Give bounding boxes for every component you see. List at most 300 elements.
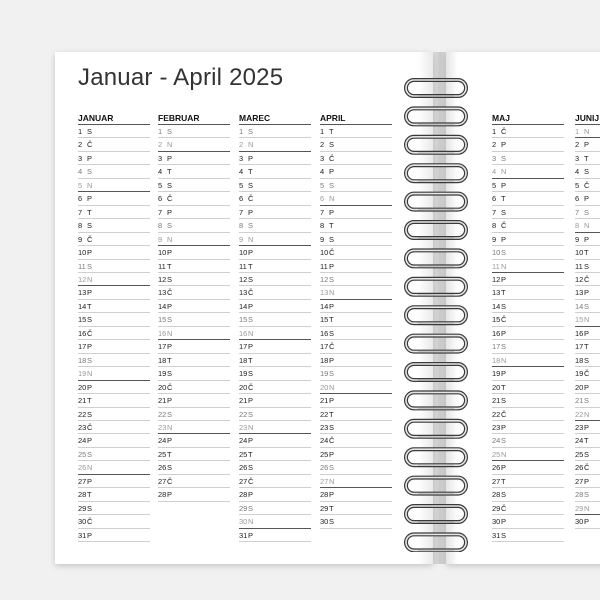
month-name: JANUAR bbox=[78, 112, 150, 125]
day-weekday: N bbox=[584, 503, 590, 513]
day-number: 27 bbox=[320, 476, 329, 486]
day-weekday: N bbox=[248, 422, 254, 432]
day-number: 12 bbox=[320, 274, 329, 284]
day-row bbox=[239, 354, 311, 367]
day-row bbox=[239, 529, 311, 542]
day-row bbox=[320, 152, 392, 165]
day-weekday: P bbox=[501, 369, 507, 379]
day-number: 7 bbox=[158, 207, 163, 217]
day-number: 18 bbox=[575, 355, 584, 365]
day-weekday: S bbox=[329, 517, 335, 527]
day-row bbox=[492, 461, 564, 474]
day-weekday: N bbox=[87, 369, 93, 379]
day-number: 4 bbox=[78, 167, 83, 177]
day-weekday: P bbox=[248, 207, 254, 217]
day-weekday: Č bbox=[167, 382, 173, 392]
spiral-binding bbox=[404, 72, 468, 552]
day-weekday: P bbox=[584, 476, 590, 486]
day-row bbox=[575, 475, 600, 488]
day-number: 20 bbox=[492, 382, 501, 392]
day-weekday: P bbox=[584, 517, 590, 527]
day-weekday: P bbox=[501, 463, 507, 473]
day-weekday: N bbox=[501, 167, 507, 177]
day-number: 13 bbox=[239, 288, 248, 298]
day-row bbox=[320, 448, 392, 461]
day-weekday: P bbox=[501, 140, 507, 150]
day-number: 12 bbox=[158, 274, 167, 284]
day-number: 10 bbox=[575, 248, 584, 258]
day-weekday: P bbox=[248, 301, 254, 311]
day-row bbox=[492, 434, 564, 447]
day-number: 4 bbox=[575, 167, 580, 177]
day-number: 7 bbox=[575, 207, 580, 217]
day-row bbox=[239, 152, 311, 165]
day-weekday: P bbox=[167, 490, 173, 500]
day-number: 18 bbox=[492, 355, 501, 365]
day-weekday: S bbox=[248, 409, 254, 419]
day-row bbox=[78, 300, 150, 313]
day-row bbox=[158, 354, 230, 367]
day-row bbox=[239, 515, 311, 528]
day-weekday: T bbox=[248, 167, 253, 177]
day-row bbox=[158, 125, 230, 138]
month-column-maj bbox=[492, 112, 564, 542]
day-number: 17 bbox=[320, 342, 329, 352]
day-weekday: P bbox=[329, 396, 335, 406]
day-row bbox=[78, 515, 150, 528]
month-column-april bbox=[320, 112, 392, 529]
day-row bbox=[492, 448, 564, 461]
day-row bbox=[78, 260, 150, 273]
day-row bbox=[575, 421, 600, 434]
day-weekday: T bbox=[584, 342, 589, 352]
spiral-ring bbox=[406, 108, 466, 124]
day-weekday: N bbox=[248, 234, 254, 244]
day-weekday: P bbox=[167, 207, 173, 217]
day-row bbox=[575, 381, 600, 394]
day-row bbox=[158, 327, 230, 340]
day-number: 23 bbox=[239, 422, 248, 432]
month-column-januar bbox=[78, 112, 150, 542]
day-weekday: S bbox=[87, 261, 93, 271]
day-weekday: P bbox=[584, 328, 590, 338]
day-number: 27 bbox=[575, 476, 584, 486]
day-row bbox=[78, 421, 150, 434]
day-weekday: S bbox=[167, 180, 173, 190]
day-weekday: Č bbox=[167, 288, 173, 298]
day-number: 30 bbox=[78, 517, 87, 527]
day-row bbox=[320, 219, 392, 232]
day-number: 17 bbox=[575, 342, 584, 352]
day-row bbox=[78, 152, 150, 165]
day-weekday: P bbox=[167, 301, 173, 311]
day-weekday: S bbox=[167, 274, 173, 284]
month-column-marec bbox=[239, 112, 311, 542]
day-row bbox=[158, 300, 230, 313]
day-weekday: P bbox=[248, 153, 254, 163]
day-number: 2 bbox=[78, 140, 83, 150]
day-weekday: S bbox=[167, 409, 173, 419]
day-number: 31 bbox=[239, 530, 248, 540]
day-weekday: T bbox=[329, 503, 334, 513]
day-row bbox=[575, 448, 600, 461]
day-number: 25 bbox=[239, 449, 248, 459]
day-number: 9 bbox=[239, 234, 244, 244]
day-number: 8 bbox=[492, 221, 497, 231]
day-number: 24 bbox=[239, 436, 248, 446]
day-weekday: T bbox=[248, 261, 253, 271]
day-row bbox=[78, 461, 150, 474]
day-weekday: N bbox=[167, 328, 173, 338]
day-number: 3 bbox=[239, 153, 244, 163]
day-weekday: S bbox=[329, 328, 335, 338]
day-number: 23 bbox=[492, 422, 501, 432]
day-weekday: S bbox=[584, 355, 590, 365]
day-row bbox=[575, 192, 600, 205]
day-weekday: P bbox=[87, 476, 93, 486]
day-number: 5 bbox=[492, 180, 497, 190]
day-weekday: S bbox=[248, 463, 254, 473]
day-number: 2 bbox=[320, 140, 325, 150]
day-number: 6 bbox=[320, 194, 325, 204]
day-row bbox=[575, 179, 600, 192]
month-column-februar bbox=[158, 112, 230, 502]
day-weekday: S bbox=[501, 342, 507, 352]
day-number: 3 bbox=[78, 153, 83, 163]
day-row bbox=[492, 300, 564, 313]
day-number: 11 bbox=[575, 261, 583, 271]
day-weekday: N bbox=[501, 261, 507, 271]
day-number: 6 bbox=[239, 194, 244, 204]
day-weekday: N bbox=[167, 234, 173, 244]
day-number: 14 bbox=[78, 301, 87, 311]
spiral-ring bbox=[406, 534, 466, 550]
day-number: 23 bbox=[575, 422, 584, 432]
day-number: 14 bbox=[492, 301, 501, 311]
day-row bbox=[320, 434, 392, 447]
day-number: 12 bbox=[78, 274, 87, 284]
day-weekday: P bbox=[329, 167, 335, 177]
day-row bbox=[158, 260, 230, 273]
day-weekday: N bbox=[329, 288, 335, 298]
day-weekday: S bbox=[248, 127, 254, 136]
day-number: 30 bbox=[239, 517, 248, 527]
day-row bbox=[492, 179, 564, 192]
day-row bbox=[158, 165, 230, 178]
day-row bbox=[320, 286, 392, 299]
day-row bbox=[158, 475, 230, 488]
day-weekday: P bbox=[501, 274, 507, 284]
day-row bbox=[492, 354, 564, 367]
day-row bbox=[320, 233, 392, 246]
day-weekday: N bbox=[248, 140, 254, 150]
day-row bbox=[158, 421, 230, 434]
day-number: 6 bbox=[78, 194, 83, 204]
month-name: JUNIJ bbox=[575, 112, 600, 125]
day-number: 27 bbox=[239, 476, 248, 486]
day-number: 22 bbox=[78, 409, 87, 419]
day-weekday: S bbox=[87, 503, 93, 513]
day-row bbox=[158, 340, 230, 353]
day-weekday: S bbox=[87, 167, 93, 177]
day-weekday: N bbox=[87, 274, 93, 284]
day-number: 3 bbox=[158, 153, 163, 163]
day-number: 3 bbox=[492, 153, 497, 163]
spiral-ring bbox=[406, 392, 466, 408]
day-weekday: T bbox=[248, 449, 253, 459]
day-weekday: P bbox=[584, 234, 590, 244]
day-number: 22 bbox=[320, 409, 329, 419]
day-weekday: P bbox=[87, 248, 93, 258]
day-row bbox=[239, 327, 311, 340]
day-weekday: P bbox=[167, 153, 173, 163]
day-row bbox=[239, 475, 311, 488]
day-row bbox=[78, 233, 150, 246]
month-name: MAJ bbox=[492, 112, 564, 125]
day-row bbox=[320, 125, 392, 138]
day-weekday: S bbox=[501, 207, 507, 217]
day-number: 1 bbox=[239, 127, 244, 136]
day-number: 28 bbox=[492, 490, 501, 500]
day-weekday: S bbox=[329, 140, 335, 150]
day-row bbox=[239, 233, 311, 246]
day-row bbox=[158, 408, 230, 421]
day-number: 18 bbox=[78, 355, 87, 365]
day-weekday: Č bbox=[501, 409, 507, 419]
day-weekday: S bbox=[329, 463, 335, 473]
day-number: 19 bbox=[78, 369, 87, 379]
day-row bbox=[239, 394, 311, 407]
day-row bbox=[78, 219, 150, 232]
day-weekday: N bbox=[87, 180, 93, 190]
day-weekday: P bbox=[87, 342, 93, 352]
day-weekday: T bbox=[501, 476, 506, 486]
day-weekday: P bbox=[248, 342, 254, 352]
day-weekday: T bbox=[87, 490, 92, 500]
day-row bbox=[78, 394, 150, 407]
day-row bbox=[492, 515, 564, 528]
day-number: 20 bbox=[320, 382, 329, 392]
day-row bbox=[239, 367, 311, 380]
day-number: 19 bbox=[239, 369, 248, 379]
day-row bbox=[239, 448, 311, 461]
day-number: 29 bbox=[575, 503, 584, 513]
day-weekday: P bbox=[167, 436, 173, 446]
day-row bbox=[320, 300, 392, 313]
day-row bbox=[78, 313, 150, 326]
day-weekday: T bbox=[167, 261, 172, 271]
day-row bbox=[492, 421, 564, 434]
day-weekday: N bbox=[584, 409, 590, 419]
day-weekday: P bbox=[87, 153, 93, 163]
day-weekday: P bbox=[501, 517, 507, 527]
day-weekday: T bbox=[87, 301, 92, 311]
day-number: 20 bbox=[239, 382, 248, 392]
spiral-ring bbox=[406, 449, 466, 465]
day-row bbox=[575, 233, 600, 246]
day-number: 26 bbox=[239, 463, 248, 473]
day-row bbox=[575, 502, 600, 515]
day-row bbox=[320, 515, 392, 528]
day-number: 21 bbox=[158, 396, 167, 406]
day-number: 5 bbox=[78, 180, 83, 190]
day-row bbox=[575, 286, 600, 299]
day-weekday: T bbox=[501, 194, 506, 204]
day-row bbox=[320, 327, 392, 340]
day-weekday: T bbox=[87, 396, 92, 406]
day-number: 28 bbox=[575, 490, 584, 500]
day-number: 9 bbox=[78, 234, 83, 244]
day-weekday: T bbox=[167, 449, 172, 459]
day-number: 13 bbox=[492, 288, 501, 298]
spiral-ring bbox=[406, 165, 466, 181]
day-row bbox=[78, 327, 150, 340]
day-weekday: P bbox=[501, 234, 507, 244]
day-weekday: S bbox=[329, 274, 335, 284]
day-weekday: Č bbox=[501, 315, 507, 325]
day-row bbox=[158, 434, 230, 447]
day-weekday: T bbox=[329, 127, 334, 136]
day-weekday: P bbox=[87, 288, 93, 298]
day-weekday: S bbox=[501, 301, 507, 311]
day-row bbox=[78, 381, 150, 394]
day-number: 8 bbox=[575, 221, 580, 231]
day-number: 28 bbox=[239, 490, 248, 500]
day-row bbox=[492, 152, 564, 165]
day-weekday: T bbox=[167, 167, 172, 177]
day-number: 21 bbox=[320, 396, 329, 406]
day-row bbox=[78, 434, 150, 447]
day-row bbox=[78, 340, 150, 353]
day-row bbox=[158, 179, 230, 192]
day-weekday: S bbox=[501, 153, 507, 163]
day-row bbox=[239, 206, 311, 219]
day-number: 16 bbox=[78, 328, 87, 338]
day-row bbox=[239, 179, 311, 192]
day-weekday: Č bbox=[501, 503, 507, 513]
day-row bbox=[320, 260, 392, 273]
day-number: 16 bbox=[320, 328, 329, 338]
day-weekday: S bbox=[248, 503, 254, 513]
day-weekday: Č bbox=[248, 194, 254, 204]
day-number: 18 bbox=[158, 355, 167, 365]
day-number: 22 bbox=[492, 409, 501, 419]
day-row bbox=[575, 434, 600, 447]
day-weekday: P bbox=[584, 140, 590, 150]
day-weekday: Č bbox=[248, 476, 254, 486]
day-weekday: N bbox=[248, 517, 254, 527]
day-number: 10 bbox=[78, 248, 87, 258]
day-row bbox=[239, 313, 311, 326]
day-number: 6 bbox=[492, 194, 497, 204]
day-weekday: P bbox=[248, 490, 254, 500]
day-weekday: Č bbox=[501, 221, 507, 231]
month-name: MAREC bbox=[239, 112, 311, 125]
day-number: 24 bbox=[78, 436, 87, 446]
day-weekday: S bbox=[501, 530, 507, 540]
day-number: 14 bbox=[575, 301, 584, 311]
day-weekday: P bbox=[167, 342, 173, 352]
day-row bbox=[320, 421, 392, 434]
day-number: 29 bbox=[492, 503, 501, 513]
day-row bbox=[320, 475, 392, 488]
day-number: 8 bbox=[78, 221, 83, 231]
day-row bbox=[239, 340, 311, 353]
day-row bbox=[492, 260, 564, 273]
day-number: 19 bbox=[575, 369, 584, 379]
day-number: 10 bbox=[492, 248, 501, 258]
day-weekday: Č bbox=[329, 342, 335, 352]
day-row bbox=[320, 461, 392, 474]
day-row bbox=[492, 273, 564, 286]
day-number: 13 bbox=[320, 288, 329, 298]
day-row bbox=[158, 448, 230, 461]
day-weekday: P bbox=[584, 382, 590, 392]
day-row bbox=[78, 367, 150, 380]
day-number: 7 bbox=[320, 207, 325, 217]
day-weekday: P bbox=[329, 355, 335, 365]
day-weekday: S bbox=[584, 449, 590, 459]
day-weekday: P bbox=[584, 194, 590, 204]
day-weekday: P bbox=[87, 194, 93, 204]
day-weekday: Č bbox=[501, 127, 507, 136]
day-row bbox=[158, 367, 230, 380]
day-row bbox=[492, 138, 564, 151]
day-row bbox=[492, 381, 564, 394]
day-number: 7 bbox=[492, 207, 497, 217]
day-row bbox=[158, 286, 230, 299]
month-name: FEBRUAR bbox=[158, 112, 230, 125]
day-row bbox=[492, 165, 564, 178]
day-number: 26 bbox=[78, 463, 87, 473]
day-number: 18 bbox=[320, 355, 329, 365]
day-number: 5 bbox=[575, 180, 580, 190]
day-weekday: Č bbox=[584, 180, 590, 190]
day-weekday: S bbox=[248, 274, 254, 284]
day-number: 16 bbox=[492, 328, 501, 338]
day-weekday: S bbox=[248, 369, 254, 379]
day-weekday: S bbox=[167, 463, 173, 473]
day-number: 2 bbox=[492, 140, 497, 150]
day-row bbox=[320, 408, 392, 421]
day-number: 12 bbox=[239, 274, 248, 284]
day-weekday: P bbox=[501, 328, 507, 338]
day-weekday: S bbox=[584, 167, 590, 177]
day-row bbox=[575, 125, 600, 138]
day-number: 13 bbox=[78, 288, 87, 298]
spiral-ring bbox=[406, 80, 466, 96]
day-weekday: N bbox=[329, 476, 335, 486]
day-number: 28 bbox=[78, 490, 87, 500]
day-weekday: N bbox=[248, 328, 254, 338]
day-row bbox=[158, 152, 230, 165]
day-row bbox=[575, 260, 600, 273]
day-weekday: P bbox=[248, 530, 254, 540]
day-number: 29 bbox=[320, 503, 329, 513]
day-number: 20 bbox=[78, 382, 87, 392]
day-row bbox=[78, 488, 150, 501]
day-row bbox=[239, 165, 311, 178]
day-row bbox=[78, 192, 150, 205]
day-row bbox=[78, 125, 150, 138]
day-weekday: Č bbox=[248, 382, 254, 392]
day-number: 21 bbox=[492, 396, 501, 406]
day-number: 31 bbox=[492, 530, 501, 540]
day-number: 27 bbox=[492, 476, 501, 486]
day-weekday: P bbox=[501, 180, 507, 190]
day-row bbox=[239, 502, 311, 515]
day-row bbox=[575, 488, 600, 501]
